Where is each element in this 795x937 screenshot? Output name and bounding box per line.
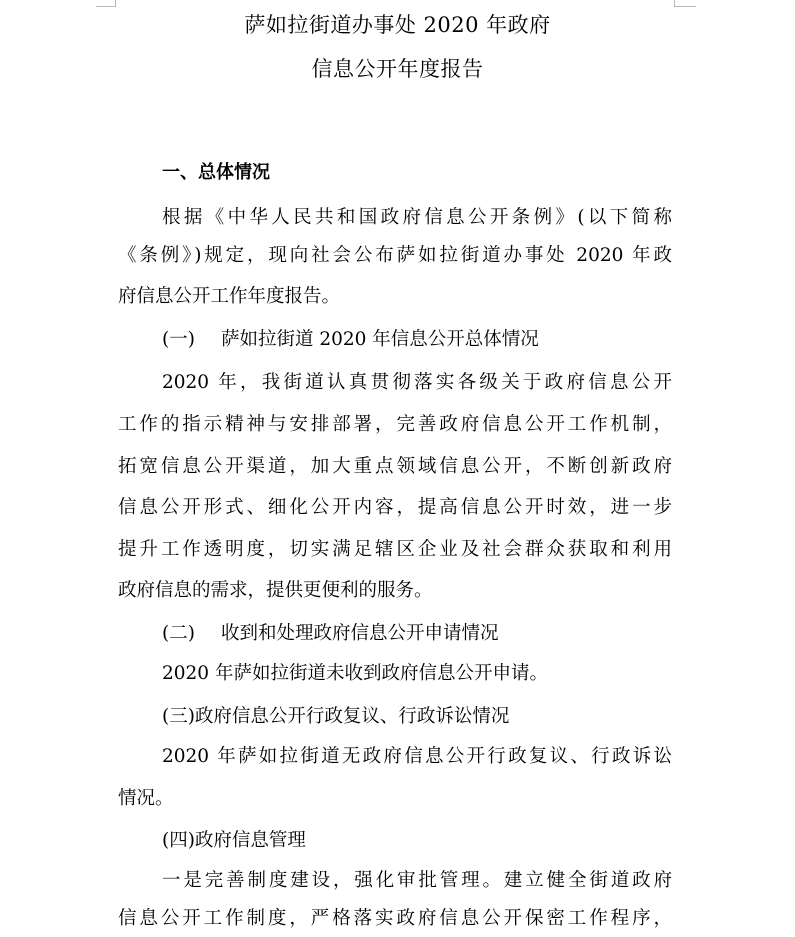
report-title-line-2: 信息公开年度报告 (311, 57, 484, 81)
section-2-title: 收到和处理政府信息公开申请情况 (220, 623, 499, 644)
crop-mark-top-right (674, 0, 696, 7)
section-1-heading (162, 325, 539, 355)
section-3-line-2: 情况。 (118, 788, 174, 809)
report-title-line-1: 萨如拉街道办事处 2020 年政府 (244, 13, 551, 37)
section-4-heading: (四)政府信息管理 (162, 830, 306, 851)
section-4-line-2: 信息公开工作制度，严格落实政府信息公开保密工作程序， (118, 908, 672, 929)
section-1-line-4: 信息公开形式、细化公开内容，提高信息公开时效，进一步 (118, 497, 672, 518)
section-1-number: (一) (162, 329, 195, 350)
section-1-line-1: 2020 年，我街道认真贯彻落实各级关于政府信息公开 (162, 372, 672, 393)
section-3-line-1: 2020 年萨如拉街道无政府信息公开行政复议、行政诉讼 (162, 746, 672, 767)
section-1-line-6: 政府信息的需求，提供更便利的服务。 (118, 580, 433, 601)
section-2-number: (二) (162, 623, 195, 644)
section-1-line-2: 工作的指示精神与安排部署，完善政府信息公开工作机制， (118, 414, 672, 435)
section-1-line-3: 拓宽信息公开渠道，加大重点领域信息公开，不断创新政府 (118, 456, 672, 477)
crop-mark-top-left (96, 0, 116, 7)
intro-line-1: 根据《中华人民共和国政府信息公开条例》(以下简称 (162, 207, 672, 228)
heading-overview: 一、总体情况 (162, 162, 270, 183)
intro-line-3: 府信息公开工作年度报告。 (118, 286, 341, 307)
section-2-text: 2020 年萨如拉街道未收到政府信息公开申请。 (162, 663, 548, 684)
intro-line-2: 《条例》)规定，现向社会公布萨如拉街道办事处 2020 年政 (118, 245, 672, 266)
section-3-heading: (三)政府信息公开行政复议、行政诉讼情况 (162, 706, 510, 727)
section-2-heading (162, 619, 498, 649)
section-1-title: 萨如拉街道 2020 年信息公开总体情况 (220, 329, 539, 350)
section-1-line-5: 提升工作透明度，切实满足辖区企业及社会群众获取和利用 (118, 539, 672, 560)
section-4-line-1: 一是完善制度建设，强化审批管理。建立健全街道政府 (162, 870, 672, 891)
